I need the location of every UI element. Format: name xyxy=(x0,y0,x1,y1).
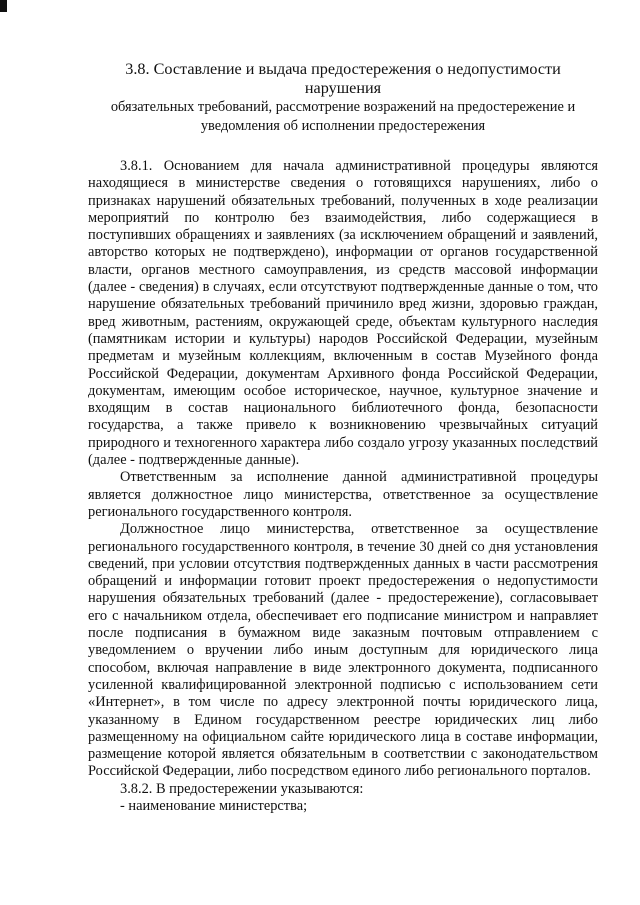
section-heading-line-2: обязательных требований, рассмотрение возражений на предостережение и xyxy=(110,99,576,115)
section-heading-line-3: уведомления об исполнении предостережения xyxy=(200,118,486,134)
scan-corner-mark xyxy=(0,0,7,12)
section-heading-line-1: 3.8. Составление и выдача предостережения о недопустимости нарушения xyxy=(125,60,561,97)
paragraph-3-8-1-grounds: 3.8.1. Основанием для начала административной процедуры являются находящиеся в министерстве сведения о готовящихся нарушениях, либо о признаках нарушений обязательных требований, полученных в ходе реализации мероприятий по контролю без взаимодействия, либо содержащиеся в поступивших обращениях и заявлениях (за исключением обращений и заявлений, авторство которых не подтверждено), информации от органов государственной власти, органов местного самоуправления, из средств массовой информации (далее - сведения) в случаях, если отсутствуют подтвержденные данные о том, что нарушение обязательных требований причинило вред жизни, здоровью граждан, вред животным, растениям, окружающей среде, объектам культурного наследия (памятникам истории и культуры) народов Российской Федерации, музейным предметам и музейным коллекциям, включенным в состав Музейного фонда Российской Федерации, документам Архивного фонда Российской Федерации, документам, имеющим особое историческое, научное, культурное значение и входящим в состав национального библиотечного фонда, безопасности государства, а также привело к возникновению чрезвычайных ситуаций природного и техногенного характера либо создало угрозу указанных последствий (далее - подтвержденные данные). xyxy=(88,158,598,469)
paragraph-3-8-2-contents: 3.8.2. В предостережении указываются: xyxy=(120,780,364,797)
document-page xyxy=(88,60,598,815)
section-heading xyxy=(88,60,598,136)
paragraph-procedure-steps: Должностное лицо министерства, ответственное за осуществление регионального государственного контроля, в течение 30 дней со дня установления сведений, при условии отсутствия подтвержденных данных в части рассмотрения обращений и информации готовит проект предостережения о недопустимости нарушения обязательных требований (далее - предостережение), согласовывает его с начальником отдела, обеспечивает его подписание министром и направляет после подписания в бумажном виде заказным почтовым отправлением с уведомлением о вручении либо иным доступным для юридического лица способом, включая направление в виде электронного документа, подписанного усиленной квалифицированной электронной подписью с использованием сети «Интернет», в том числе по адресу электронной почты юридического лица, указанному в Едином государственном реестре юридических лиц либо размещенному на официальном сайте юридического лица в составе информации, размещение которой является обязательным в соответствии с законодательством Российской Федерации, либо посредством единого либо регионального порталов. xyxy=(88,521,598,780)
paragraph-responsible-person: Ответственным за исполнение данной административной процедуры является должностное лицо министерства, ответственное за осуществление регионального государственного контроля. xyxy=(88,469,598,520)
list-item-ministry-name: - наименование министерства; xyxy=(120,797,308,814)
